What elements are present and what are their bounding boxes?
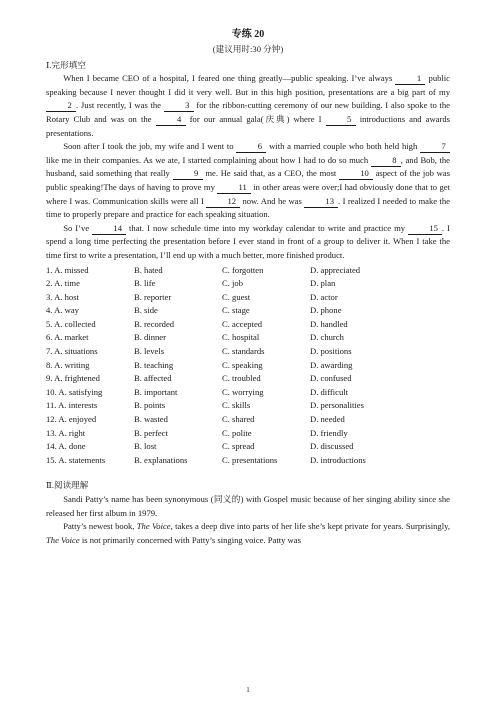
option-row: 9. A. frightened B. affected C. troubled D. confused: [46, 373, 352, 384]
section-heading-reading: Ⅱ.阅读理解: [46, 480, 89, 491]
blank-2: 2: [46, 100, 76, 112]
page-number: 1: [246, 686, 250, 695]
option-row: 3. A. host B. reporter C. guest D. actor: [46, 291, 338, 302]
blank-12: 12: [206, 196, 240, 208]
option-row: 15. A. statements B. explanations C. presentations D. introductions: [46, 454, 366, 465]
option-row: 11. A. interests B. points C. skills D. personalities: [46, 400, 364, 411]
blank-9: 9: [173, 168, 203, 180]
option-row: 1. A. missed B. hated C. forgotten D. appreciated: [46, 264, 361, 275]
option-row: 5. A. collected B. recorded C. accepted D. handled: [46, 318, 348, 329]
cloze-paragraph-3: So I’ve 14 that. I now schedule time into my workday calendar to write and practice my 15 . I spend a long time perfecting the presentation before I ever stand in front of a group to deliver it. When I take the time first to write a presentation, I’ll end up with a much better, more finished product.: [46, 222, 450, 260]
option-row: 8. A. writing B. teaching C. speaking D. awarding: [46, 359, 353, 370]
option-row: 6. A. market B. dinner C. hospital D. church: [46, 332, 344, 343]
blank-1: 1: [395, 73, 425, 85]
page-title: 专练 20: [231, 29, 265, 40]
section-heading-cloze: Ⅰ.完形填空: [46, 59, 86, 70]
option-row: 14. A. done B. lost C. spread D. discussed: [46, 441, 354, 452]
cloze-paragraph-2: Soon after I took the job, my wife and I went to 6 with a married couple who both held high 7 like me in their companies. As we ate, I started complaining about how I had to do so much 8 , and Bob, the husband, said something that really 9 me. He said that, as a CEO, the most 10 aspect of the job was public speaking!The days of having to prove my 11 in other areas were over;I had obviously done that to get where I was. Communication skills were all I 12 now. And he was 13 . I realized I needed to make the time to properly prepare and practice for each speaking situation.: [46, 141, 451, 220]
blank-7: 7: [420, 141, 450, 153]
cloze-paragraph-1: When I became CEO of a hospital, I feared one thing greatly—public speaking. I’ve always 1 public speaking because I never thought I did it very well. But in this high position, presentations are a big part of my 2 . Just recently, I was the 3 for the ribbon-cutting ceremony of our new building. I also spoke to the Rotary Club and was on the 4 for our annual gala(庆典) where I 5 introductions and awards presentations.: [46, 73, 450, 138]
options-list: [46, 264, 450, 468]
blank-13: 13: [304, 196, 338, 208]
page-subtitle: (建议用时:30 分钟): [212, 44, 284, 54]
book-title: The Voice: [136, 521, 171, 532]
blank-8: 8: [371, 155, 401, 167]
option-row: 2. A. time B. life C. job D. plan: [46, 278, 336, 289]
option-row: 10. A. satisfying B. important C. worrying D. difficult: [46, 386, 349, 397]
reading-paragraph-1: Sandi Patty’s name has been synonymous (同义的) with Gospel music because of her singing ability since she released her first album in 1979.: [46, 494, 450, 518]
blank-6: 6: [236, 141, 266, 153]
option-row: 12. A. enjoyed B. wasted C. shared D. needed: [46, 414, 345, 425]
blank-15: 15: [408, 223, 442, 235]
blank-4: 4: [156, 114, 186, 126]
reading-paragraph-2: Patty’s newest book, The Voice, takes a deep dive into parts of her life she’s kept private for years. Surprisingly, The Voice is not primarily concerned with Patty’s singing voice. Patty was: [46, 521, 450, 545]
option-row: 4. A. way B. side C. stage D. phone: [46, 305, 342, 316]
book-title: The Voice: [46, 534, 80, 545]
blank-5: 5: [326, 114, 356, 126]
section-spacer: [46, 467, 450, 477]
blank-10: 10: [339, 168, 373, 180]
option-row: 7. A. situations B. levels C. standards D. positions: [46, 346, 352, 357]
blank-11: 11: [217, 182, 250, 194]
option-row: 13. A. right B. perfect C. polite D. friendly: [46, 427, 348, 438]
blank-3: 3: [164, 100, 194, 112]
blank-14: 14: [92, 223, 126, 235]
